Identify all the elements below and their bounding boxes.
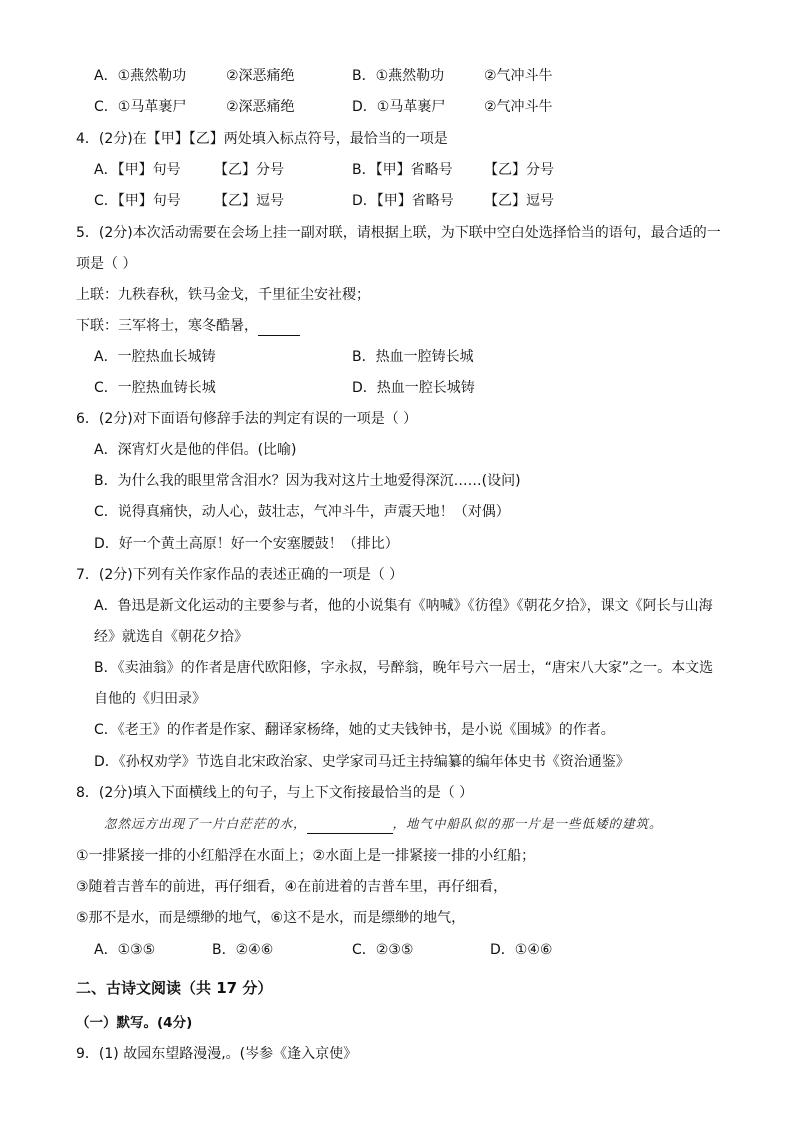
q7-stem: 7．(2分)下列有关作家作品的表述正确的一项是（ ）: [76, 567, 404, 583]
q9-part1: 9．(1) 故园东望路漫漫,。(岑参《逢入京使》: [76, 1046, 358, 1062]
q8-passage-start: 忽然远方出现了一片白茫茫的水，: [104, 816, 307, 831]
q5-option-a[interactable]: A．一腔热血长城铸: [94, 349, 216, 365]
subsection-title: （一）默写。(4分): [76, 1015, 193, 1031]
q6-option-d[interactable]: D．好一个黄土高原！好一个安塞腰鼓！（排比）: [94, 536, 399, 552]
q7-option-b-cont: 自他的《归田录》: [94, 691, 206, 707]
q3-option-a-part2: ②深恶痛绝: [226, 68, 295, 84]
q8-option-c[interactable]: C．②③⑤: [352, 942, 414, 958]
q8-stem: 8．(2分)填入下面横线上的句子，与上下文衔接最恰当的是（ ）: [76, 785, 474, 801]
q4-option-b[interactable]: B．【甲】省略号: [352, 162, 453, 178]
section-title: 二、古诗文阅读（共 17 分）: [76, 979, 273, 997]
q6-option-c[interactable]: C．说得真痛快，动人心，鼓壮志，气冲斗牛，声震天地！（对偶）: [94, 504, 510, 520]
q7-option-a-cont: 经》就选自《朝花夕拾》: [94, 629, 248, 645]
q6-option-a[interactable]: A．深宵灯火是他的伴侣。(比喻): [94, 442, 297, 458]
q3-option-c[interactable]: C．①马革裹尸: [94, 99, 187, 115]
q3-option-d-part2: ②气冲斗牛: [484, 99, 553, 115]
q4-option-d[interactable]: D．【甲】省略号: [352, 193, 454, 209]
q4-option-c[interactable]: C．【甲】句号: [94, 193, 181, 209]
q8-sentence-pair-1: ①一排紧接一排的小红船浮在水面上；②水面上是一排紧接一排的小红船；: [76, 848, 536, 864]
q4-option-a-part2: 【乙】分号: [214, 162, 284, 178]
q5-lower-text: 下联：三军将士，寒冬酷暑，: [76, 318, 258, 334]
q8-option-a[interactable]: A．①③⑤: [94, 942, 156, 958]
q8-passage-end: ，地气中船队似的那一片是一些低矮的建筑。: [392, 816, 663, 831]
q8-answer-blank[interactable]: [307, 817, 393, 834]
q5-answer-blank[interactable]: [258, 319, 300, 336]
q8-option-b[interactable]: B．②④⑥: [212, 942, 274, 958]
q3-option-c-part2: ②深恶痛绝: [226, 99, 295, 115]
q5-option-d[interactable]: D．热血一腔长城铸: [352, 380, 475, 396]
q5-upper-couplet: 上联：九秩春秋，铁马金戈，千里征尘安社稷；: [76, 287, 370, 303]
q4-option-b-part2: 【乙】分号: [484, 162, 554, 178]
q8-option-d[interactable]: D．①④⑥: [490, 942, 553, 958]
q7-option-a[interactable]: A．鲁迅是新文化运动的主要参与者，他的小说集有《呐喊》《彷徨》《朝花夕拾》，课文《阿长与山海: [94, 598, 713, 614]
q5-lower-couplet: [76, 316, 300, 336]
q7-option-d[interactable]: D．《孙权劝学》节选自北宋政治家、史学家司马迁主持编纂的编年体史书《资治通鉴》: [94, 754, 630, 770]
q7-option-b[interactable]: B．《卖油翁》的作者是唐代欧阳修，字永叔，号醉翁，晚年号六一居士，“唐宋八大家”之一。本文选: [94, 660, 714, 676]
q4-option-a[interactable]: A．【甲】句号: [94, 162, 181, 178]
q3-option-b[interactable]: B．①燕然勒功: [352, 68, 445, 84]
q3-option-a[interactable]: A．①燕然勒功: [94, 68, 187, 84]
q5-stem-line2: 项是（ ）: [76, 256, 137, 272]
q3-option-b-part2: ②气冲斗牛: [484, 68, 553, 84]
q8-sentence-pair-3: ⑤那不是水，而是缥缈的地气，⑥这不是水，而是缥缈的地气，: [76, 910, 466, 926]
q4-stem: 4．(2分)在【甲】【乙】两处填入标点符号，最恰当的一项是: [76, 131, 448, 147]
q8-passage: [104, 814, 663, 834]
q5-option-b[interactable]: B．热血一腔铸长城: [352, 349, 474, 365]
q4-option-c-part2: 【乙】逗号: [214, 193, 284, 209]
q8-sentence-pair-2: ③随着吉普车的前进，再仔细看，④在前进着的吉普车里，再仔细看，: [76, 879, 508, 895]
q3-option-d[interactable]: D．①马革裹尸: [352, 99, 446, 115]
q5-option-c[interactable]: C．一腔热血铸长城: [94, 380, 216, 396]
q7-option-c[interactable]: C．《老王》的作者是作家、翻译家杨绛，她的丈夫钱钟书，是小说《围城》的作者。: [94, 722, 615, 738]
q6-option-b[interactable]: B．为什么我的眼里常含泪水？因为我对这片土地爱得深沉……(设问): [94, 473, 521, 489]
q4-option-d-part2: 【乙】逗号: [484, 193, 554, 209]
q6-stem: 6．(2分)对下面语句修辞手法的判定有误的一项是（ ）: [76, 411, 418, 427]
q5-stem-line1: 5．(2分)本次活动需要在会场上挂一副对联，请根据上联，为下联中空白处选择恰当的语句，最合适的一: [76, 225, 721, 241]
